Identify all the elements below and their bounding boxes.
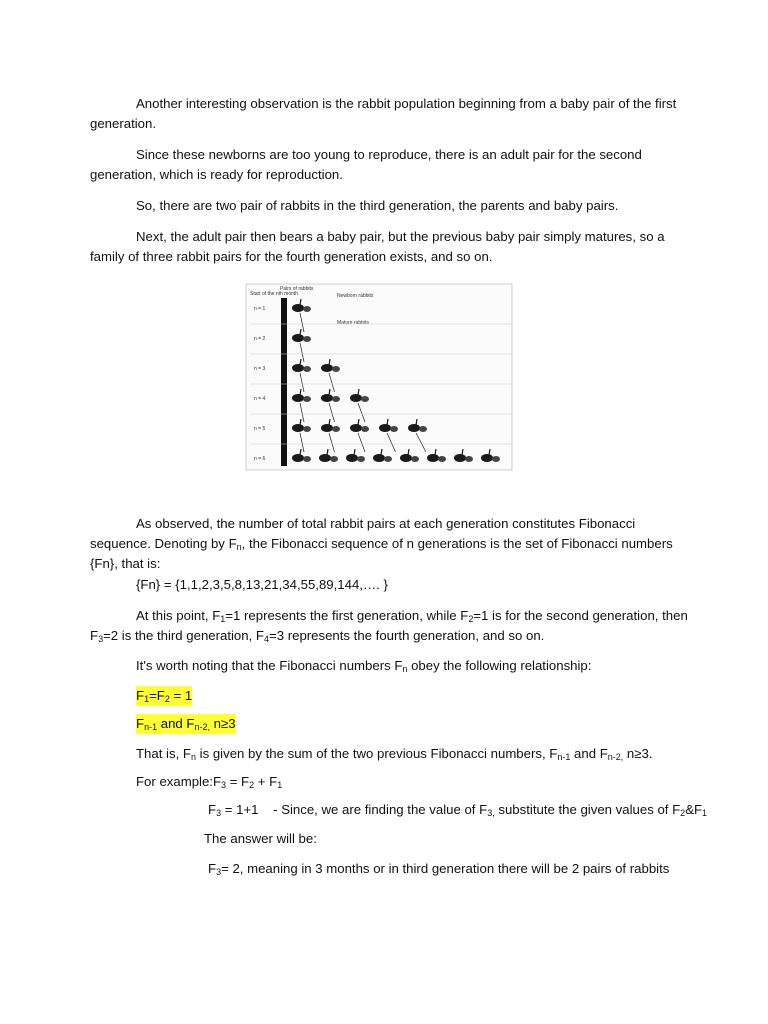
rabbit-adult-icon — [454, 454, 466, 462]
rabbit-young-icon — [330, 456, 338, 462]
rabbit-young-icon — [303, 306, 311, 312]
rabbit-young-icon — [384, 456, 392, 462]
rabbit-adult-icon — [481, 454, 493, 462]
rabbit-adult-icon — [427, 454, 439, 462]
rabbit-adult-icon — [350, 394, 362, 402]
rabbit-young-icon — [303, 366, 311, 372]
rabbit-young-icon — [332, 396, 340, 402]
fibonacci-sequence: {Fn} = {1,1,2,3,5,8,13,21,34,55,89,144,…. } — [136, 577, 388, 592]
figure-row-label: n = 3 — [254, 366, 266, 372]
rabbit-adult-icon — [350, 424, 362, 432]
figure-mature-label: Mature rabbits — [337, 320, 369, 326]
rabbit-young-icon — [332, 426, 340, 432]
paragraph-11: The answer will be: — [204, 831, 317, 846]
rabbit-adult-icon — [292, 394, 304, 402]
rabbit-adult-icon — [292, 364, 304, 372]
rabbit-adult-icon — [319, 454, 331, 462]
paragraph-2: Since these newborns are too young to reproduce, there is an adult pair for the second generation, which is ready for reproduction. — [90, 147, 642, 182]
rabbit-adult-icon — [292, 304, 304, 312]
rabbit-young-icon — [465, 456, 473, 462]
paragraph-7: It's worth noting that the Fibonacci numbers $F_n$ obey the following relationship: — [136, 658, 592, 674]
figure-row-label: n = 1 — [254, 306, 266, 312]
rabbit-adult-icon — [292, 454, 304, 462]
highlight-recurrence: $F_{n-1}$ and $F_{n-2,}$ n≥3 — [136, 716, 236, 732]
paragraph-9: For $example:F_3 = F_2 + F_1$ — [136, 774, 283, 790]
rabbit-adult-icon — [292, 334, 304, 342]
paragraph-5: As observed, the number of total rabbit pairs at each generation constitutes Fibonacci sequence. Denoting by $F_n$, the Fibonacci sequence of n generations is the set of Fibonacci numbers {Fn}, that is: — [90, 516, 673, 571]
rabbit-adult-icon — [321, 424, 333, 432]
figure-col-header-mid: Pairs of rabbits — [280, 286, 314, 292]
rabbit-adult-icon — [321, 394, 333, 402]
paragraph-1: Another interesting observation is the rabbit population beginning from a baby pair of the first generation. — [90, 96, 677, 131]
rabbit-young-icon — [303, 336, 311, 342]
rabbit-young-icon — [332, 366, 340, 372]
rabbit-young-icon — [303, 456, 311, 462]
rabbit-young-icon — [411, 456, 419, 462]
rabbit-population-figure — [240, 278, 530, 478]
rabbit-young-icon — [303, 426, 311, 432]
rabbit-adult-icon — [379, 424, 391, 432]
rabbit-adult-icon — [321, 364, 333, 372]
paragraph-6: At this point, $F_1=1$ represents the first generation, while $F_2=1$ is for the second generation, then $F_3=2$ is the third generation, $F_4=3$ represents the fourth generation, and so on. — [90, 608, 688, 644]
paragraph-3: So, there are two pair of rabbits in the third generation, the parents and baby pairs. — [136, 198, 619, 213]
rabbit-young-icon — [361, 426, 369, 432]
paragraph-10: $F_3 = 1+1$ - Since, we are finding the value of $F_{3,}$ substitute the given values of $F_2\&F_1$ — [208, 802, 708, 818]
figure-row-label: n = 2 — [254, 336, 266, 342]
figure-row-label: n = 4 — [254, 396, 266, 402]
rabbit-adult-icon — [400, 454, 412, 462]
rabbit-young-icon — [303, 396, 311, 402]
rabbit-young-icon — [438, 456, 446, 462]
rabbit-young-icon — [357, 456, 365, 462]
figure-col-header-left: Start of the nth month — [250, 291, 299, 297]
rabbit-young-icon — [419, 426, 427, 432]
rabbit-young-icon — [390, 426, 398, 432]
paragraph-8: That is, $F_n$ is given by the sum of the two previous Fibonacci numbers, $F_{n-1}$ and $F_{n-2,}$ n≥3. — [136, 746, 653, 762]
figure-col-header-right: Newborn rabbits — [337, 293, 374, 299]
rabbit-young-icon — [361, 396, 369, 402]
paragraph-12: $F_3= 2$, meaning in 3 months or in third generation there will be 2 pairs of rabbits — [208, 861, 670, 877]
rabbit-adult-icon — [408, 424, 420, 432]
timeline-bar — [281, 298, 287, 466]
rabbit-adult-icon — [346, 454, 358, 462]
highlight-base-case: $F_1=F_2 = 1$ — [136, 688, 193, 704]
figure-row-label: n = 5 — [254, 426, 266, 432]
paragraph-4: Next, the adult pair then bears a baby pair, but the previous baby pair simply matures, so a family of three rabbit pairs for the fourth generation exists, and so on. — [90, 229, 665, 264]
rabbit-adult-icon — [373, 454, 385, 462]
figure-row-label: n = 6 — [254, 456, 266, 462]
rabbit-adult-icon — [292, 424, 304, 432]
rabbit-young-icon — [492, 456, 500, 462]
